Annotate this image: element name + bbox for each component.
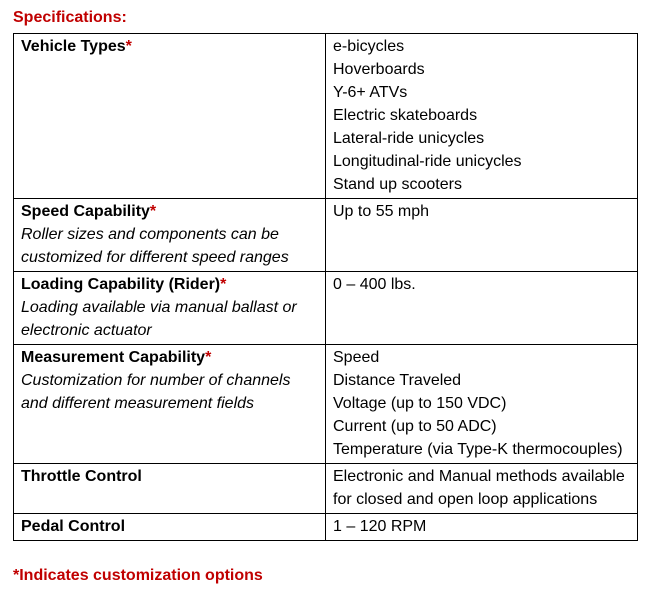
specifications-table <box>13 33 638 541</box>
vehicle-type: e-bicycles <box>333 38 405 55</box>
spec-label-cell <box>14 464 326 514</box>
table-row <box>14 514 638 541</box>
measurement-field: Current (up to 50 ADC) <box>333 418 497 435</box>
table-row <box>14 272 638 345</box>
vehicle-type: Longitudinal-ride unicycles <box>333 153 522 170</box>
customization-star: * <box>125 38 132 55</box>
spec-value-cell <box>326 514 638 541</box>
spec-label-cell <box>14 199 326 272</box>
measurement-field: Speed <box>333 349 380 366</box>
spec-label-cell <box>14 345 326 464</box>
customization-footnote: *Indicates customization options <box>13 567 263 584</box>
customization-star: * <box>149 203 157 220</box>
vehicle-type: Stand up scooters <box>333 176 462 193</box>
table-row <box>14 345 638 464</box>
customization-star: * <box>205 349 212 366</box>
spec-label: Loading Capability (Rider) <box>21 276 221 293</box>
spec-label: Measurement Capability <box>21 349 206 366</box>
spec-value: Electronic and Manual methods available for closed and open loop applications <box>333 468 625 508</box>
spec-label: Vehicle Types <box>21 38 126 55</box>
spec-label-cell <box>14 34 326 199</box>
table-row <box>14 199 638 272</box>
page-title: Specifications: <box>13 9 127 26</box>
measurement-field: Voltage (up to 150 VDC) <box>333 395 507 412</box>
measurement-field: Temperature (via Type-K thermocouples) <box>333 441 623 458</box>
spec-value-cell <box>326 464 638 514</box>
spec-value-cell <box>326 199 638 272</box>
vehicle-type: Y-6+ ATVs <box>333 84 408 101</box>
measurement-field: Distance Traveled <box>333 372 462 389</box>
vehicle-type: Lateral-ride unicycles <box>333 130 485 147</box>
spec-note: Roller sizes and components can be customized for different speed ranges <box>21 226 289 266</box>
spec-value: 1 – 120 RPM <box>333 518 427 535</box>
spec-note: Loading available via manual ballast or electronic actuator <box>21 299 297 339</box>
spec-value-cell <box>326 34 638 199</box>
spec-value-cell <box>326 272 638 345</box>
table-row <box>14 464 638 514</box>
spec-value: 0 – 400 lbs. <box>333 276 416 293</box>
customization-star: * <box>220 276 227 293</box>
table-row <box>14 34 638 199</box>
spec-note: Customization for number of channels and different measurement fields <box>21 372 291 412</box>
spec-label: Pedal Control <box>21 518 126 535</box>
spec-label-cell <box>14 514 326 541</box>
vehicle-type: Hoverboards <box>333 61 425 78</box>
spec-label: Speed Capability <box>21 203 150 220</box>
vehicle-type: Electric skateboards <box>333 107 478 124</box>
spec-value: Up to 55 mph <box>333 203 430 220</box>
spec-label: Throttle Control <box>21 468 142 485</box>
spec-value-cell <box>326 345 638 464</box>
spec-label-cell <box>14 272 326 345</box>
